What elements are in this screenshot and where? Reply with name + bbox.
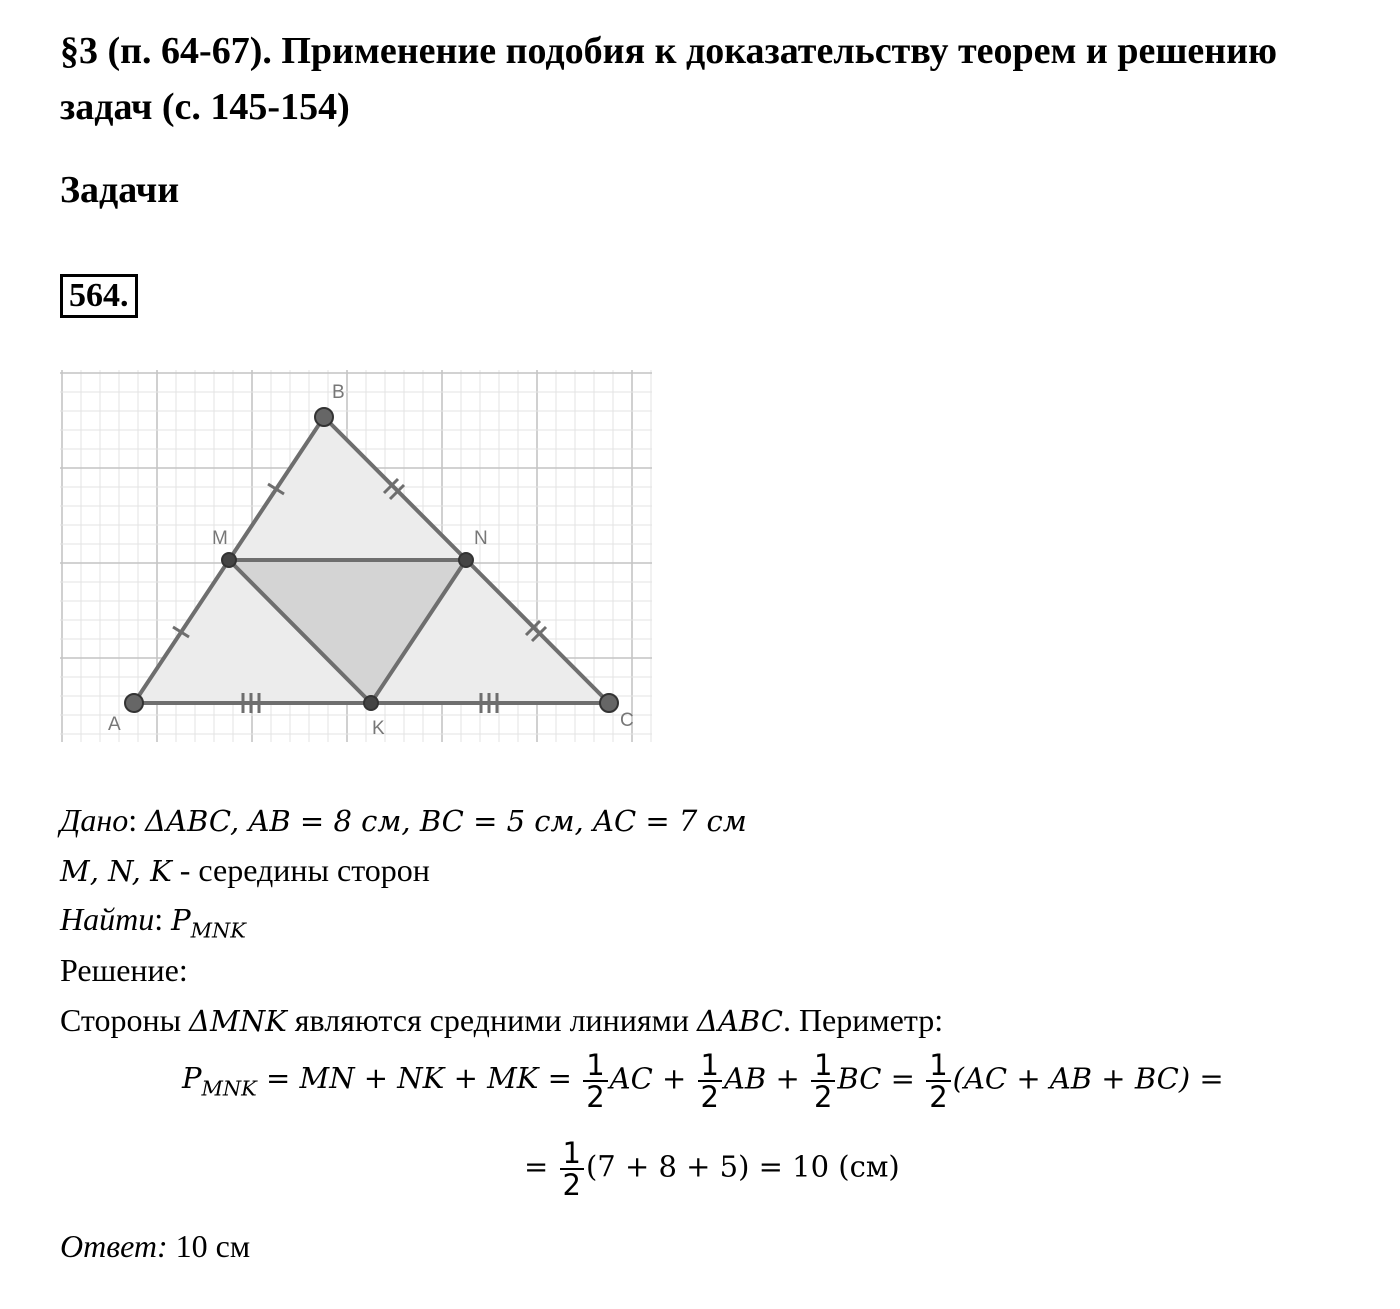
sides-text-2: являются средними линиями — [286, 1002, 697, 1038]
sides-text-1: Стороны — [60, 1002, 190, 1038]
find-line: Найти: $P_{MNK}$ — [60, 901, 246, 943]
sides-math-abc: ΔABC — [697, 1004, 783, 1038]
eq2-equals: = — [524, 1149, 558, 1184]
point-m — [222, 553, 236, 567]
fraction-half: $\frac{1}{2}$ — [926, 1050, 950, 1113]
page-title-continued: задач (с. 145-154) — [60, 86, 350, 128]
sides-text-3: . Периметр: — [782, 1002, 944, 1038]
fraction-half: $\frac{1}{2}$ — [560, 1138, 584, 1201]
vertex-a — [125, 694, 143, 712]
find-p: P — [171, 903, 191, 937]
fraction-half: $\frac{1}{2}$ — [698, 1050, 722, 1113]
perimeter-result — [524, 1138, 900, 1201]
vertex-b — [315, 408, 333, 426]
answer-label: Ответ: — [60, 1228, 168, 1264]
label-k: K — [372, 718, 385, 739]
midpoints-line — [60, 854, 430, 886]
point-k — [364, 696, 378, 710]
vertex-c — [600, 694, 618, 712]
solution-label: Решение: — [60, 952, 188, 988]
eq-ac: AC + — [609, 1061, 696, 1096]
label-n: N — [474, 528, 488, 549]
sides-line — [60, 1004, 943, 1036]
label-c: C — [620, 710, 634, 731]
label-m: M — [212, 528, 228, 549]
eq-ab: AB + — [723, 1061, 809, 1096]
midpoints-text: - середины сторон — [171, 852, 430, 888]
given-label: Дано — [60, 802, 129, 838]
page-title: §3 (п. 64-67). Применение подобия к доказательству теорем и решению — [60, 30, 1278, 72]
fraction-half: $\frac{1}{2}$ — [583, 1050, 607, 1113]
fraction-half: $\frac{1}{2}$ — [811, 1050, 835, 1113]
eq-sum-sides: (AC + AB + BC) = — [952, 1061, 1224, 1096]
eq2-value: (7 + 8 + 5) = 10 (см) — [585, 1149, 900, 1184]
problem-number-badge: 564. — [60, 274, 138, 318]
eq-bc: BC = — [837, 1061, 925, 1096]
given-math: ΔABC, AB = 8 см, BC = 5 см, AC = 7 см — [145, 804, 747, 838]
eq-p: P — [182, 1061, 202, 1096]
triangle-figure — [60, 370, 660, 750]
label-a: A — [108, 714, 121, 735]
find-label: Найти — [60, 901, 155, 937]
eq-sum: = MN + NK + MK = — [256, 1061, 582, 1096]
perimeter-equation — [182, 1050, 1224, 1113]
answer-line — [60, 1230, 250, 1262]
given-line: Дано: ΔABC, AB = 8 см, BC = 5 см, AC = 7 см — [60, 802, 747, 838]
sides-math-mnk: ΔMNK — [189, 1004, 287, 1038]
section-heading: Задачи — [60, 169, 180, 211]
midpoints-math: M, N, K — [60, 854, 172, 888]
answer-value: 10 см — [167, 1228, 251, 1264]
find-sub: MNK — [190, 918, 246, 943]
label-b: B — [332, 382, 345, 403]
point-n — [459, 553, 473, 567]
eq-p-sub: MNK — [201, 1076, 257, 1101]
